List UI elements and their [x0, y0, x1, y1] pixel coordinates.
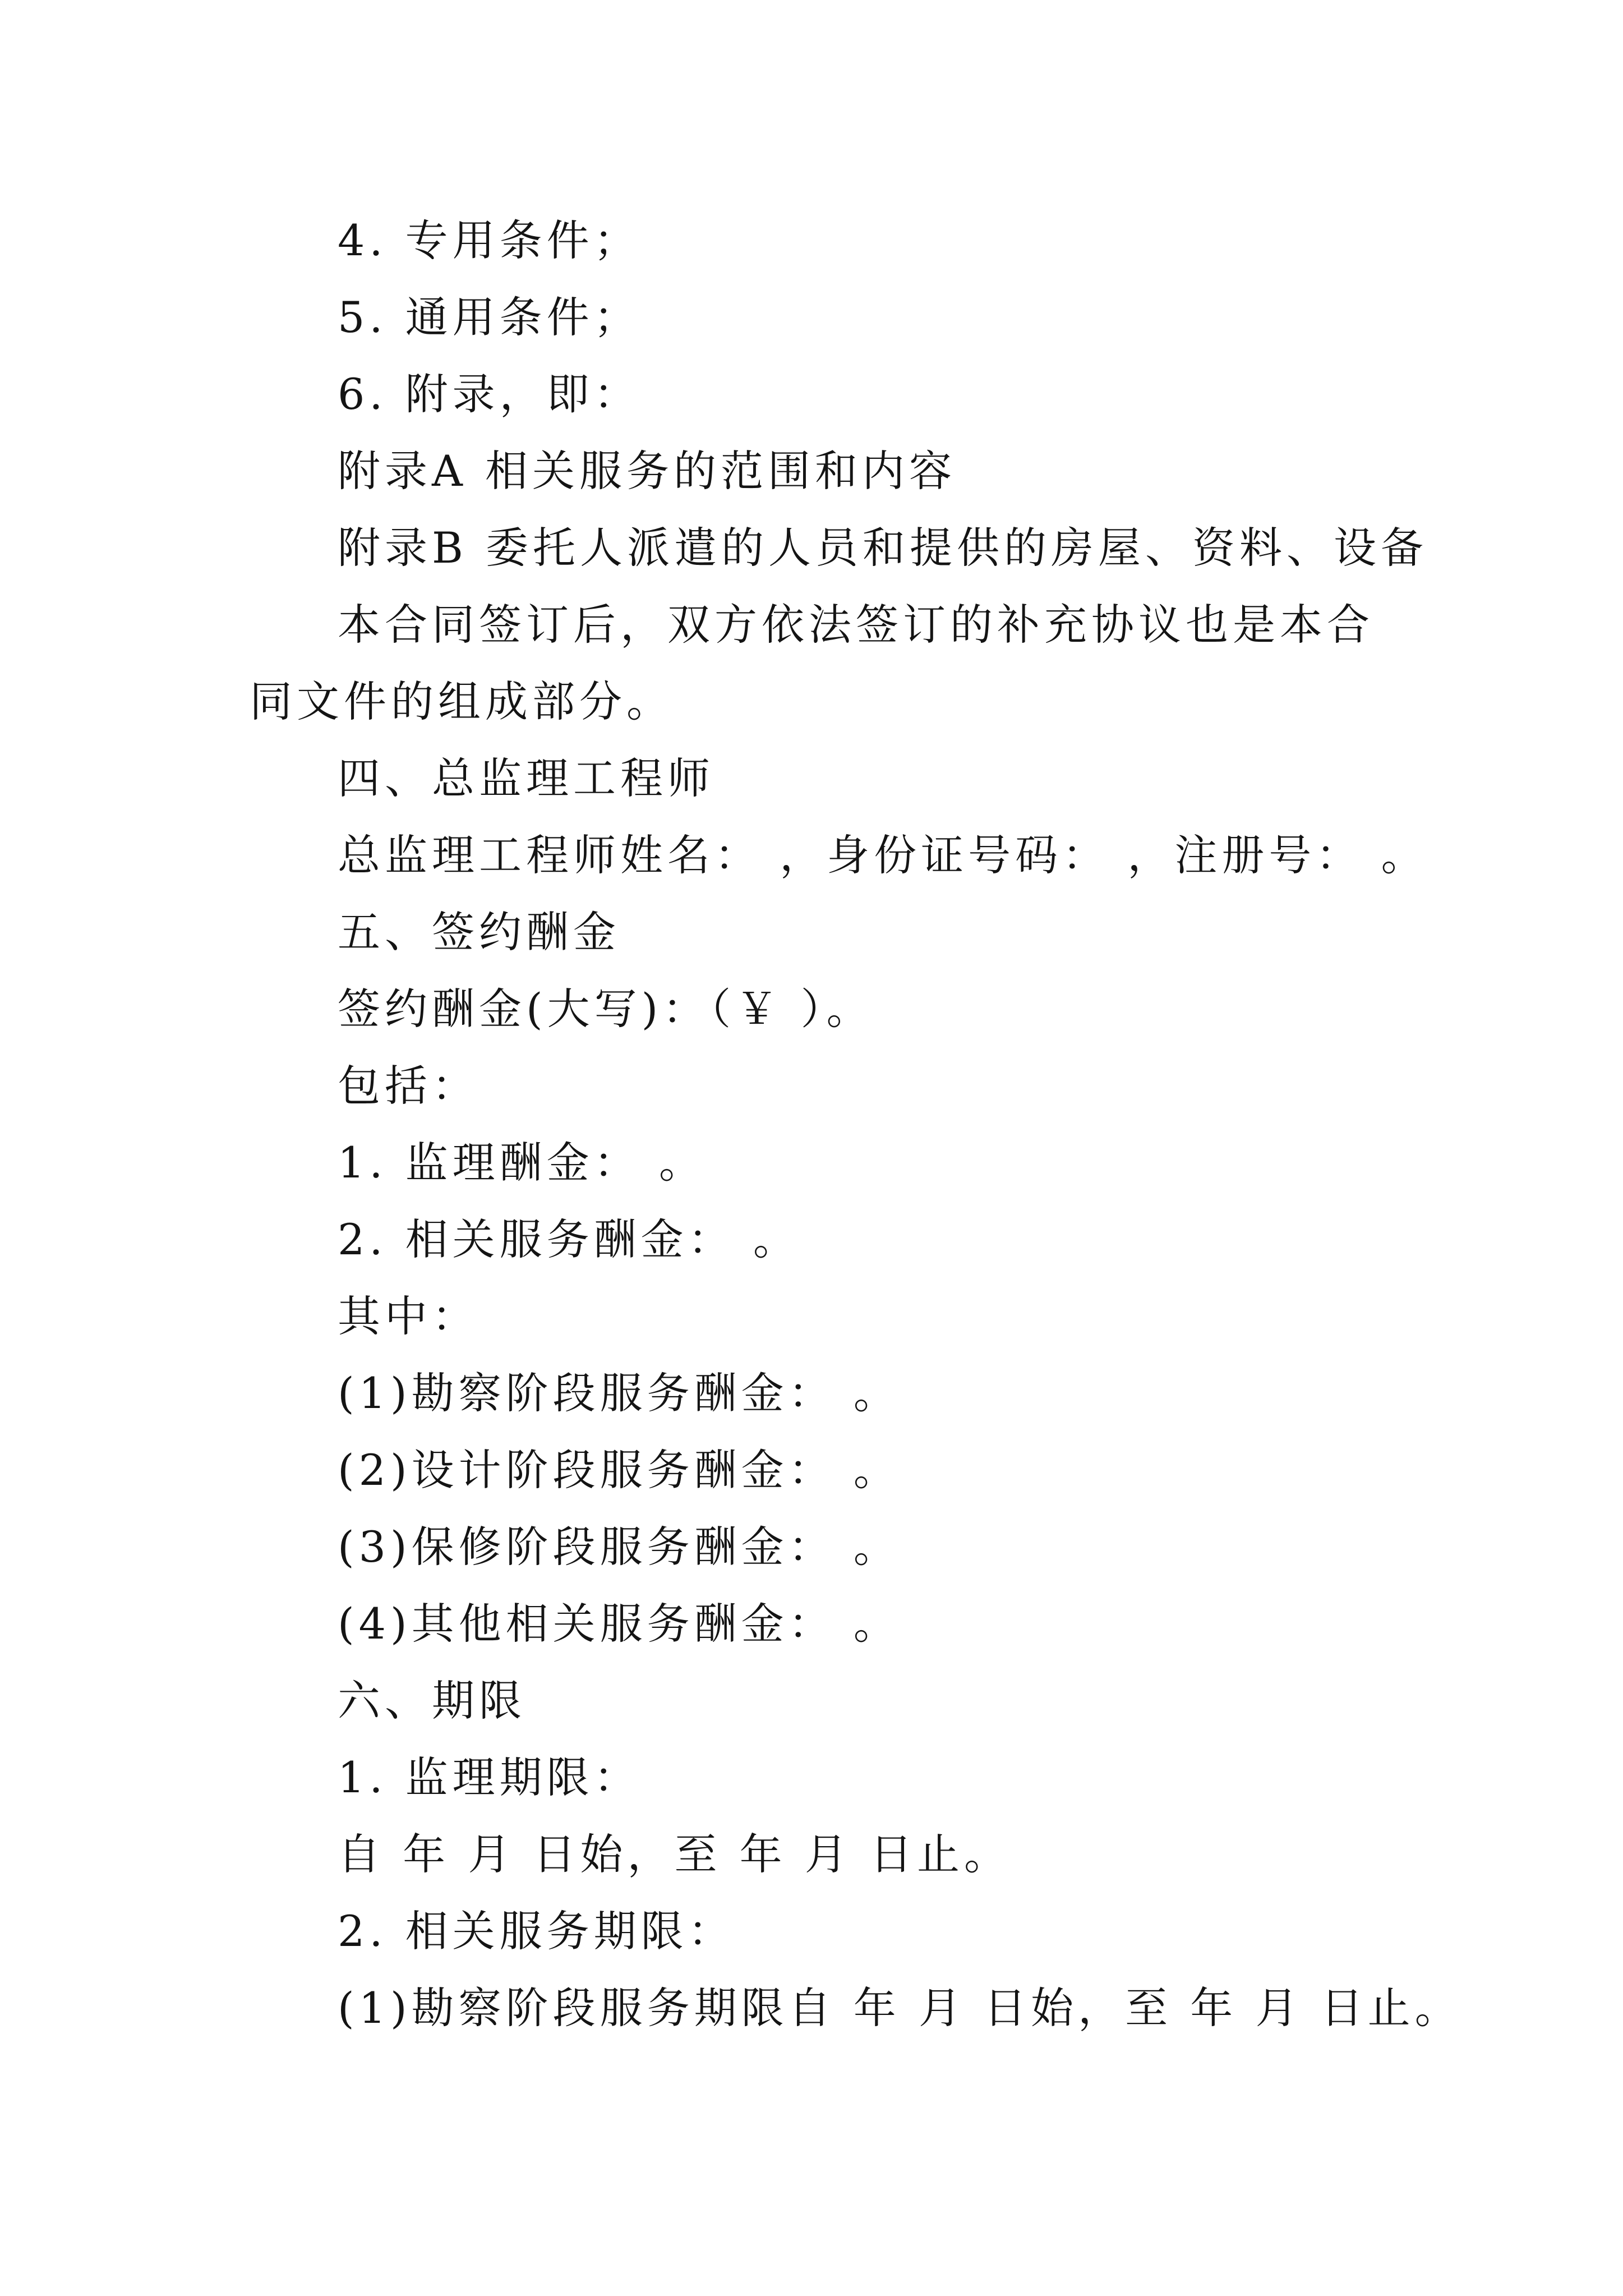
design-stage-fee: (2)设计阶段服务酬金： 。 — [338, 1445, 901, 1495]
list-item-appendix: 6. 附录，即： — [338, 369, 641, 419]
document-body — [250, 202, 1462, 2046]
other-service-fee: (4)其他相关服务酬金： 。 — [338, 1599, 901, 1649]
section-heading-remuneration: 五、签约酬金 — [338, 907, 620, 957]
warranty-stage-fee: (3)保修阶段服务酬金： 。 — [338, 1522, 901, 1572]
supervision-term-label: 1. 监理期限： — [338, 1752, 641, 1802]
among-which-label: 其中： — [338, 1291, 479, 1341]
supervision-term-dates: 自 年 月 日始，至 年 月 日止。 — [338, 1829, 1011, 1879]
survey-stage-fee: (1)勘察阶段服务酬金： 。 — [338, 1368, 901, 1418]
includes-label: 包括： — [338, 1061, 479, 1111]
appendix-a: 附录A 相关服务的范围和内容 — [338, 446, 957, 496]
section-heading-term: 六、期限 — [338, 1676, 526, 1726]
section-heading-chief-engineer: 四、总监理工程师 — [338, 753, 714, 803]
appendix-b: 附录B 委托人派遣的人员和提供的房屋、资料、设备 — [338, 523, 1428, 573]
list-item-special-conditions: 4. 专用条件； — [338, 215, 641, 265]
related-service-fee: 2. 相关服务酬金： 。 — [338, 1214, 800, 1264]
supervision-fee: 1. 监理酬金： 。 — [338, 1138, 706, 1188]
related-service-term-label: 2. 相关服务期限： — [338, 1906, 735, 1956]
list-item-general-conditions: 5. 通用条件； — [338, 292, 641, 342]
chief-engineer-details: 总监理工程师姓名： ，身份证号码： ，注册号： 。 — [338, 830, 1428, 880]
survey-stage-term: (1)勘察阶段服务期限自 年 月 日始，至 年 月 日止。 — [338, 1983, 1462, 2033]
supplementary-agreement-paragraph: 本合同签订后，双方依法签订的补充协议也是本合同文件的组成部分。 — [250, 600, 1374, 726]
remuneration-amount: 签约酬金(大写)：（￥ ）。 — [338, 984, 874, 1034]
